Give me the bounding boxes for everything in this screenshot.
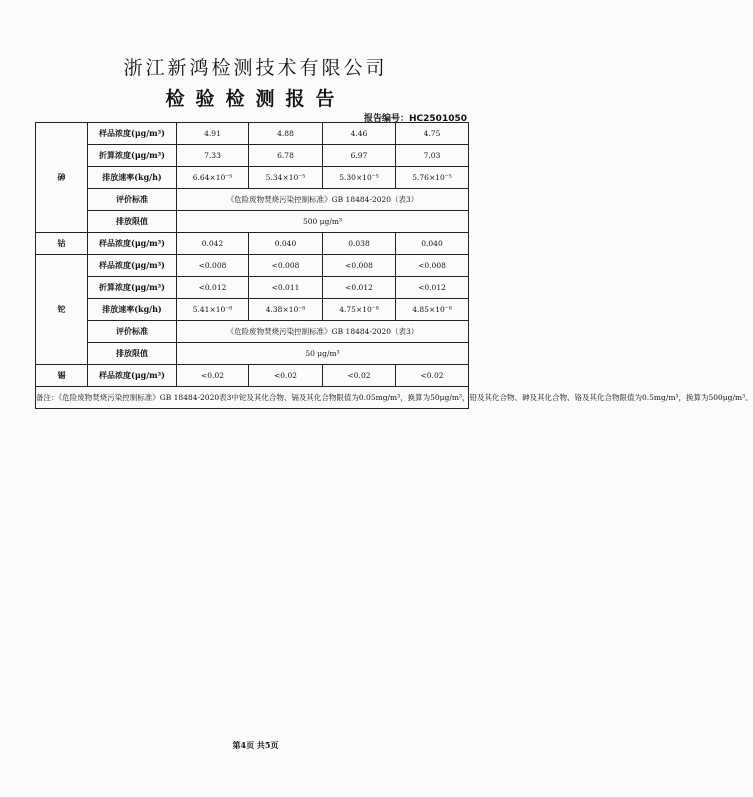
value-cell: <0.012 [323,277,396,299]
value-cell: <0.008 [249,255,323,277]
row-label-limit: 排放限值 [88,343,177,365]
value-cell: 4.38×10⁻⁸ [249,299,323,321]
value-cell: 5.41×10⁻⁸ [177,299,249,321]
thallium-sample-row [36,255,469,277]
standard-cell: 《危险废物焚烧污染控制标准》GB 18484-2020（表3） [177,189,469,211]
value-cell: <0.012 [177,277,249,299]
element-arsenic: 砷 [36,123,88,233]
cobalt-sample-row [36,233,469,255]
value-cell: 4.75×10⁻⁸ [323,299,396,321]
row-label-converted: 折算浓度(μg/m³) [88,277,177,299]
value-cell: 7.03 [396,145,469,167]
value-cell: <0.008 [323,255,396,277]
value-cell: 4.46 [323,123,396,145]
row-label-sample: 样品浓度(μg/m³) [88,233,177,255]
value-cell: 4.88 [249,123,323,145]
arsenic-converted-row [36,145,469,167]
limit-cell: 50 μg/m³ [177,343,469,365]
value-cell: 5.30×10⁻⁵ [323,167,396,189]
note-row [36,387,469,409]
row-label-standard: 评价标准 [88,321,177,343]
arsenic-limit-row [36,211,469,233]
row-label-sample: 样品浓度(μg/m³) [88,255,177,277]
row-label-rate: 排放速率(kg/h) [88,167,177,189]
value-cell: <0.02 [249,365,323,387]
element-tin: 锡 [36,365,88,387]
value-cell: 0.040 [249,233,323,255]
thallium-standard-row [36,321,469,343]
results-table [35,122,753,409]
value-cell: 4.91 [177,123,249,145]
tin-sample-row [36,365,469,387]
arsenic-rate-row [36,167,469,189]
row-label-sample: 样品浓度(μg/m³) [88,123,177,145]
value-cell: 4.85×10⁻⁸ [396,299,469,321]
value-cell: 6.64×10⁻⁵ [177,167,249,189]
value-cell: <0.012 [396,277,469,299]
value-cell: <0.02 [323,365,396,387]
page-indicator: 第4页 共5页 [232,740,279,750]
arsenic-standard-row [36,189,469,211]
value-cell: <0.008 [396,255,469,277]
value-cell: <0.02 [396,365,469,387]
element-cobalt: 钴 [36,233,88,255]
value-cell: 6.78 [249,145,323,167]
value-cell: 0.040 [396,233,469,255]
value-cell: 6.97 [323,145,396,167]
row-label-converted: 折算浓度(μg/m³) [88,145,177,167]
row-label-sample: 样品浓度(μg/m³) [88,365,177,387]
limit-cell: 500 μg/m³ [177,211,469,233]
value-cell: 0.042 [177,233,249,255]
thallium-limit-row [36,343,469,365]
value-cell: 0.038 [323,233,396,255]
remarks-note: 备注：《危险废物焚烧污染控制标准》GB 18484-2020表3中铊及其化合物、镉及其化合物限值为0.05mg/m³，换算为50μg/m³，铅及其化合物、砷及其化合物、铬及其化合物限值为0.5mg/m³，换算为500μg/m³。 [36,387,469,409]
company-name: 浙江新鸿检测技术有限公司 [123,57,388,79]
value-cell: 5.76×10⁻⁵ [396,167,469,189]
value-cell: 5.34×10⁻⁵ [249,167,323,189]
value-cell: 7.33 [177,145,249,167]
report-number: 报告编号：HC2501050 [364,114,467,124]
standard-cell: 《危险废物焚烧污染控制标准》GB 18484-2020（表3） [177,321,469,343]
element-thallium: 铊 [36,255,88,365]
thallium-rate-row [36,299,469,321]
row-label-limit: 排放限值 [88,211,177,233]
arsenic-sample-row [36,123,469,145]
row-label-rate: 排放速率(kg/h) [88,299,177,321]
value-cell: <0.011 [249,277,323,299]
report-title: 检验检测报告 [165,88,346,110]
value-cell: <0.008 [177,255,249,277]
thallium-converted-row [36,277,469,299]
value-cell: 4.75 [396,123,469,145]
value-cell: <0.02 [177,365,249,387]
row-label-standard: 评价标准 [88,189,177,211]
